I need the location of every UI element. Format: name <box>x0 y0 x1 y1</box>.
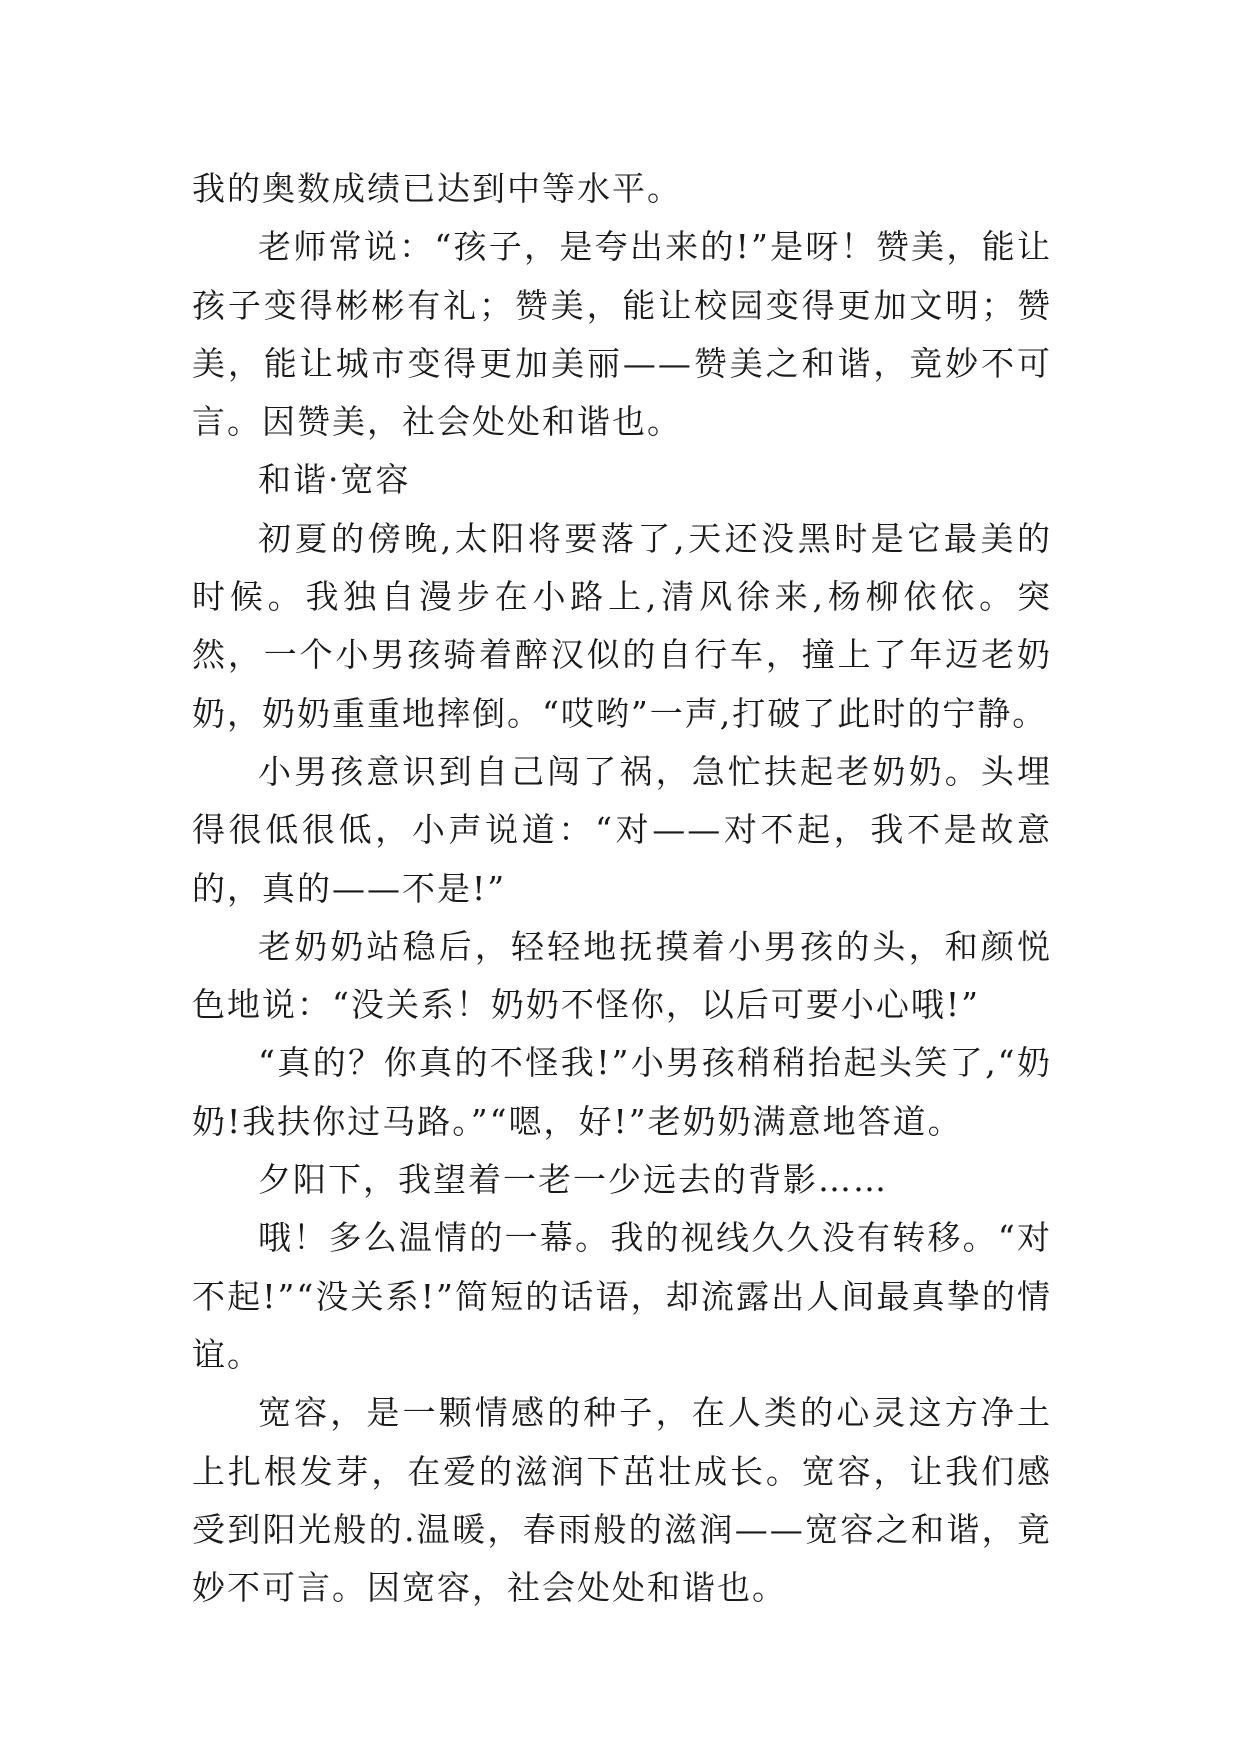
paragraph-intro-end: 我的奥数成绩已达到中等水平。 <box>192 169 682 208</box>
paragraph-boy-help: “真的？你真的不怪我!”小男孩稍稍抬起头笑了,“奶奶!我扶你过马路。”“嗯，好!”老奶奶满意地答道。 <box>192 1043 1052 1141</box>
paragraph-sunset: 夕阳下，我望着一老一少远去的背影…… <box>258 1160 888 1200</box>
paragraph-boy-apology: 小男孩意识到自己闯了祸，急忙扶起老奶奶。头埋得很低很低，小声说道：“对——对不起，我不是故意的，真的——不是!” <box>192 751 1052 908</box>
paragraph-grandma-reply: 老奶奶站稳后，轻轻地抚摸着小男孩的头，和颜悦色地说：“没关系！奶奶不怪你，以后可要小心哦!” <box>192 926 1052 1025</box>
paragraph-tolerance-conclusion: 宽容，是一颗情感的种子，在人类的心灵这方净土上扎根发芽，在爱的滋润下茁壮成长。宽容，让我们感受到阳光般的.温暖，春雨般的滋润——宽容之和谐，竟妙不可言。因宽容，社会处处和谐也。 <box>192 1393 1052 1608</box>
section-heading-tolerance: 和谐·宽容 <box>258 460 411 500</box>
paragraph-praise: 老师常说：“孩子，是夸出来的!”是呀！赞美，能让孩子变得彬彬有礼；赞美，能让校园变得更加文明；赞美，能让城市变得更加美丽——赞美之和谐，竟妙不可言。因赞美，社会处处和谐也。 <box>192 227 1052 442</box>
paragraph-evening-scene: 初夏的傍晚,太阳将要落了,天还没黑时是它最美的时候。我独自漫步在小路上,清风徐来,杨柳依依。突然，一个小男孩骑着醉汉似的自行车，撞上了年迈老奶奶，奶奶重重地摔倒。“哎哟”一声,打破了此时的宁静。 <box>192 518 1052 733</box>
paragraph-warm-scene: 哦！多么温情的一幕。我的视线久久没有转移。“对不起!”“没关系!”简短的话语，却流露出人间最真挚的情谊。 <box>192 1218 1052 1374</box>
body-text <box>192 160 1052 1617</box>
